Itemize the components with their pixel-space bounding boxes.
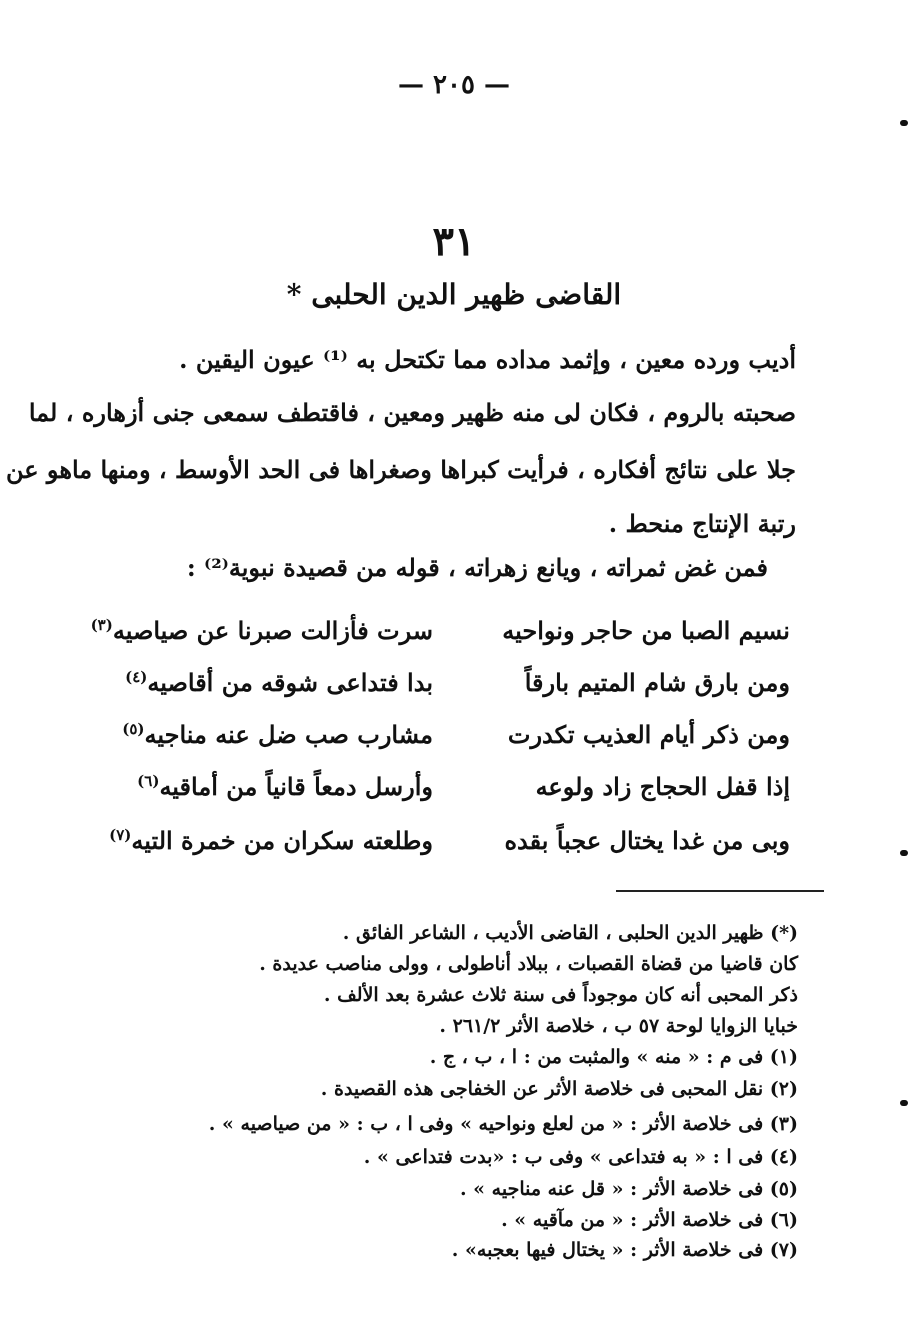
verse-first-hemistich: نسيم الصبا من حاجر ونواحيه: [502, 616, 790, 645]
verse-first-hemistich: وبى من غدا يختال عجباً بقده: [504, 826, 790, 855]
scan-edge-mark: [900, 850, 908, 856]
verse-first-hemistich: ومن ذكر أيام العذيب تكدرت: [507, 720, 790, 749]
footnote-line: ذكر المحبى أنه كان موجوداً فى سنة ثلاث عشرة بعد الألف .: [323, 984, 798, 1006]
verse-text: سرت فأزالت صبرنا عن صياصيه: [112, 616, 433, 645]
footnote-line: (٣) فى خلاصة الأثر : « من لعلع ونواحيه » وفى ا ، ب : « من صياصيه » .: [208, 1113, 798, 1135]
footnote-line: (٧) فى خلاصة الأثر : « يختال فيها بعجبه» .: [451, 1239, 798, 1261]
footnote-ref: (٤): [125, 668, 148, 686]
verse-second-hemistich: [93, 826, 433, 855]
prose-line: فمن غض ثمراته ، ويانع زهراته ، قوله من قصيدة نبوية⁽²⁾ :: [186, 553, 768, 582]
footnote-divider: [616, 890, 824, 892]
prose-line: جلا على نتائج أفكاره ، فرأيت كبراها وصغراها فى الحد الأوسط ، ومنها ماهو عن: [5, 455, 796, 484]
footnote-ref: (٦): [137, 772, 160, 790]
verse-first-hemistich: إذا قفل الحجاج زاد ولوعه: [535, 772, 790, 801]
footnote-ref: (٥): [122, 720, 145, 738]
footnote-line: (١) فى م : « منه » والمثبت من : ا ، ب ، ج .: [429, 1046, 798, 1068]
prose-line: صحبته بالروم ، فكان لى منه ظهير ومعين ، فاقتطف سمعى جنى أزهاره ، لما: [28, 398, 796, 427]
verse-second-hemistich: [93, 668, 433, 697]
verse-second-hemistich: [93, 772, 433, 801]
scan-edge-mark: [900, 120, 908, 126]
footnote-line: (٦) فى خلاصة الأثر : « من مآقيه » .: [501, 1209, 798, 1231]
verse-first-hemistich: ومن بارق شام المتيم بارقاً: [524, 668, 790, 697]
verse-text: مشارب صب ضل عنه مناجيه: [144, 720, 433, 749]
footnote-line: كان قاضيا من قضاة القصبات ، ببلاد أناطولى ، وولى مناصب عديدة .: [259, 953, 798, 975]
prose-line: أديب ورده معين ، وإثمد مداده مما تكتحل به ⁽¹⁾ عيون اليقين .: [179, 345, 796, 374]
section-number: ٣١: [432, 218, 476, 265]
verse-text: وأرسل دمعاً قانياً من أماقيه: [159, 772, 433, 801]
footnote-line: (٥) فى خلاصة الأثر : « قل عنه مناجيه » .: [459, 1178, 798, 1200]
footnote-line: (٤) فى ا : « به فتداعى » وفى ب : «بدت فتداعى » .: [363, 1146, 798, 1168]
verse-second-hemistich: [93, 720, 433, 749]
verse-second-hemistich: [90, 616, 433, 645]
footnote-line: (٢) نقل المحبى فى خلاصة الأثر عن الخفاجى هذه القصيدة .: [320, 1078, 798, 1100]
verse-text: وطلعته سكران من خمرة التيه: [131, 826, 433, 855]
footnote-ref: (٣): [90, 616, 113, 634]
footnote-line: (*) ظهير الدين الحلبى ، القاضى الأديب ، الشاعر الفائق .: [342, 922, 798, 944]
footnote-ref: (٧): [109, 826, 132, 844]
verse-text: بدا فتداعى شوقه من أقاصيه: [147, 668, 433, 697]
prose-line: رتبة الإنتاج منحط .: [608, 509, 796, 538]
scan-edge-mark: [900, 1100, 908, 1106]
footnote-line: خبايا الزوايا لوحة ٥٧ ب ، خلاصة الأثر ٢٦١/٢ .: [439, 1015, 798, 1037]
page-number: — ٢٠٥ —: [397, 70, 511, 100]
section-title: القاضى ظهير الدين الحلبى *: [286, 278, 622, 311]
